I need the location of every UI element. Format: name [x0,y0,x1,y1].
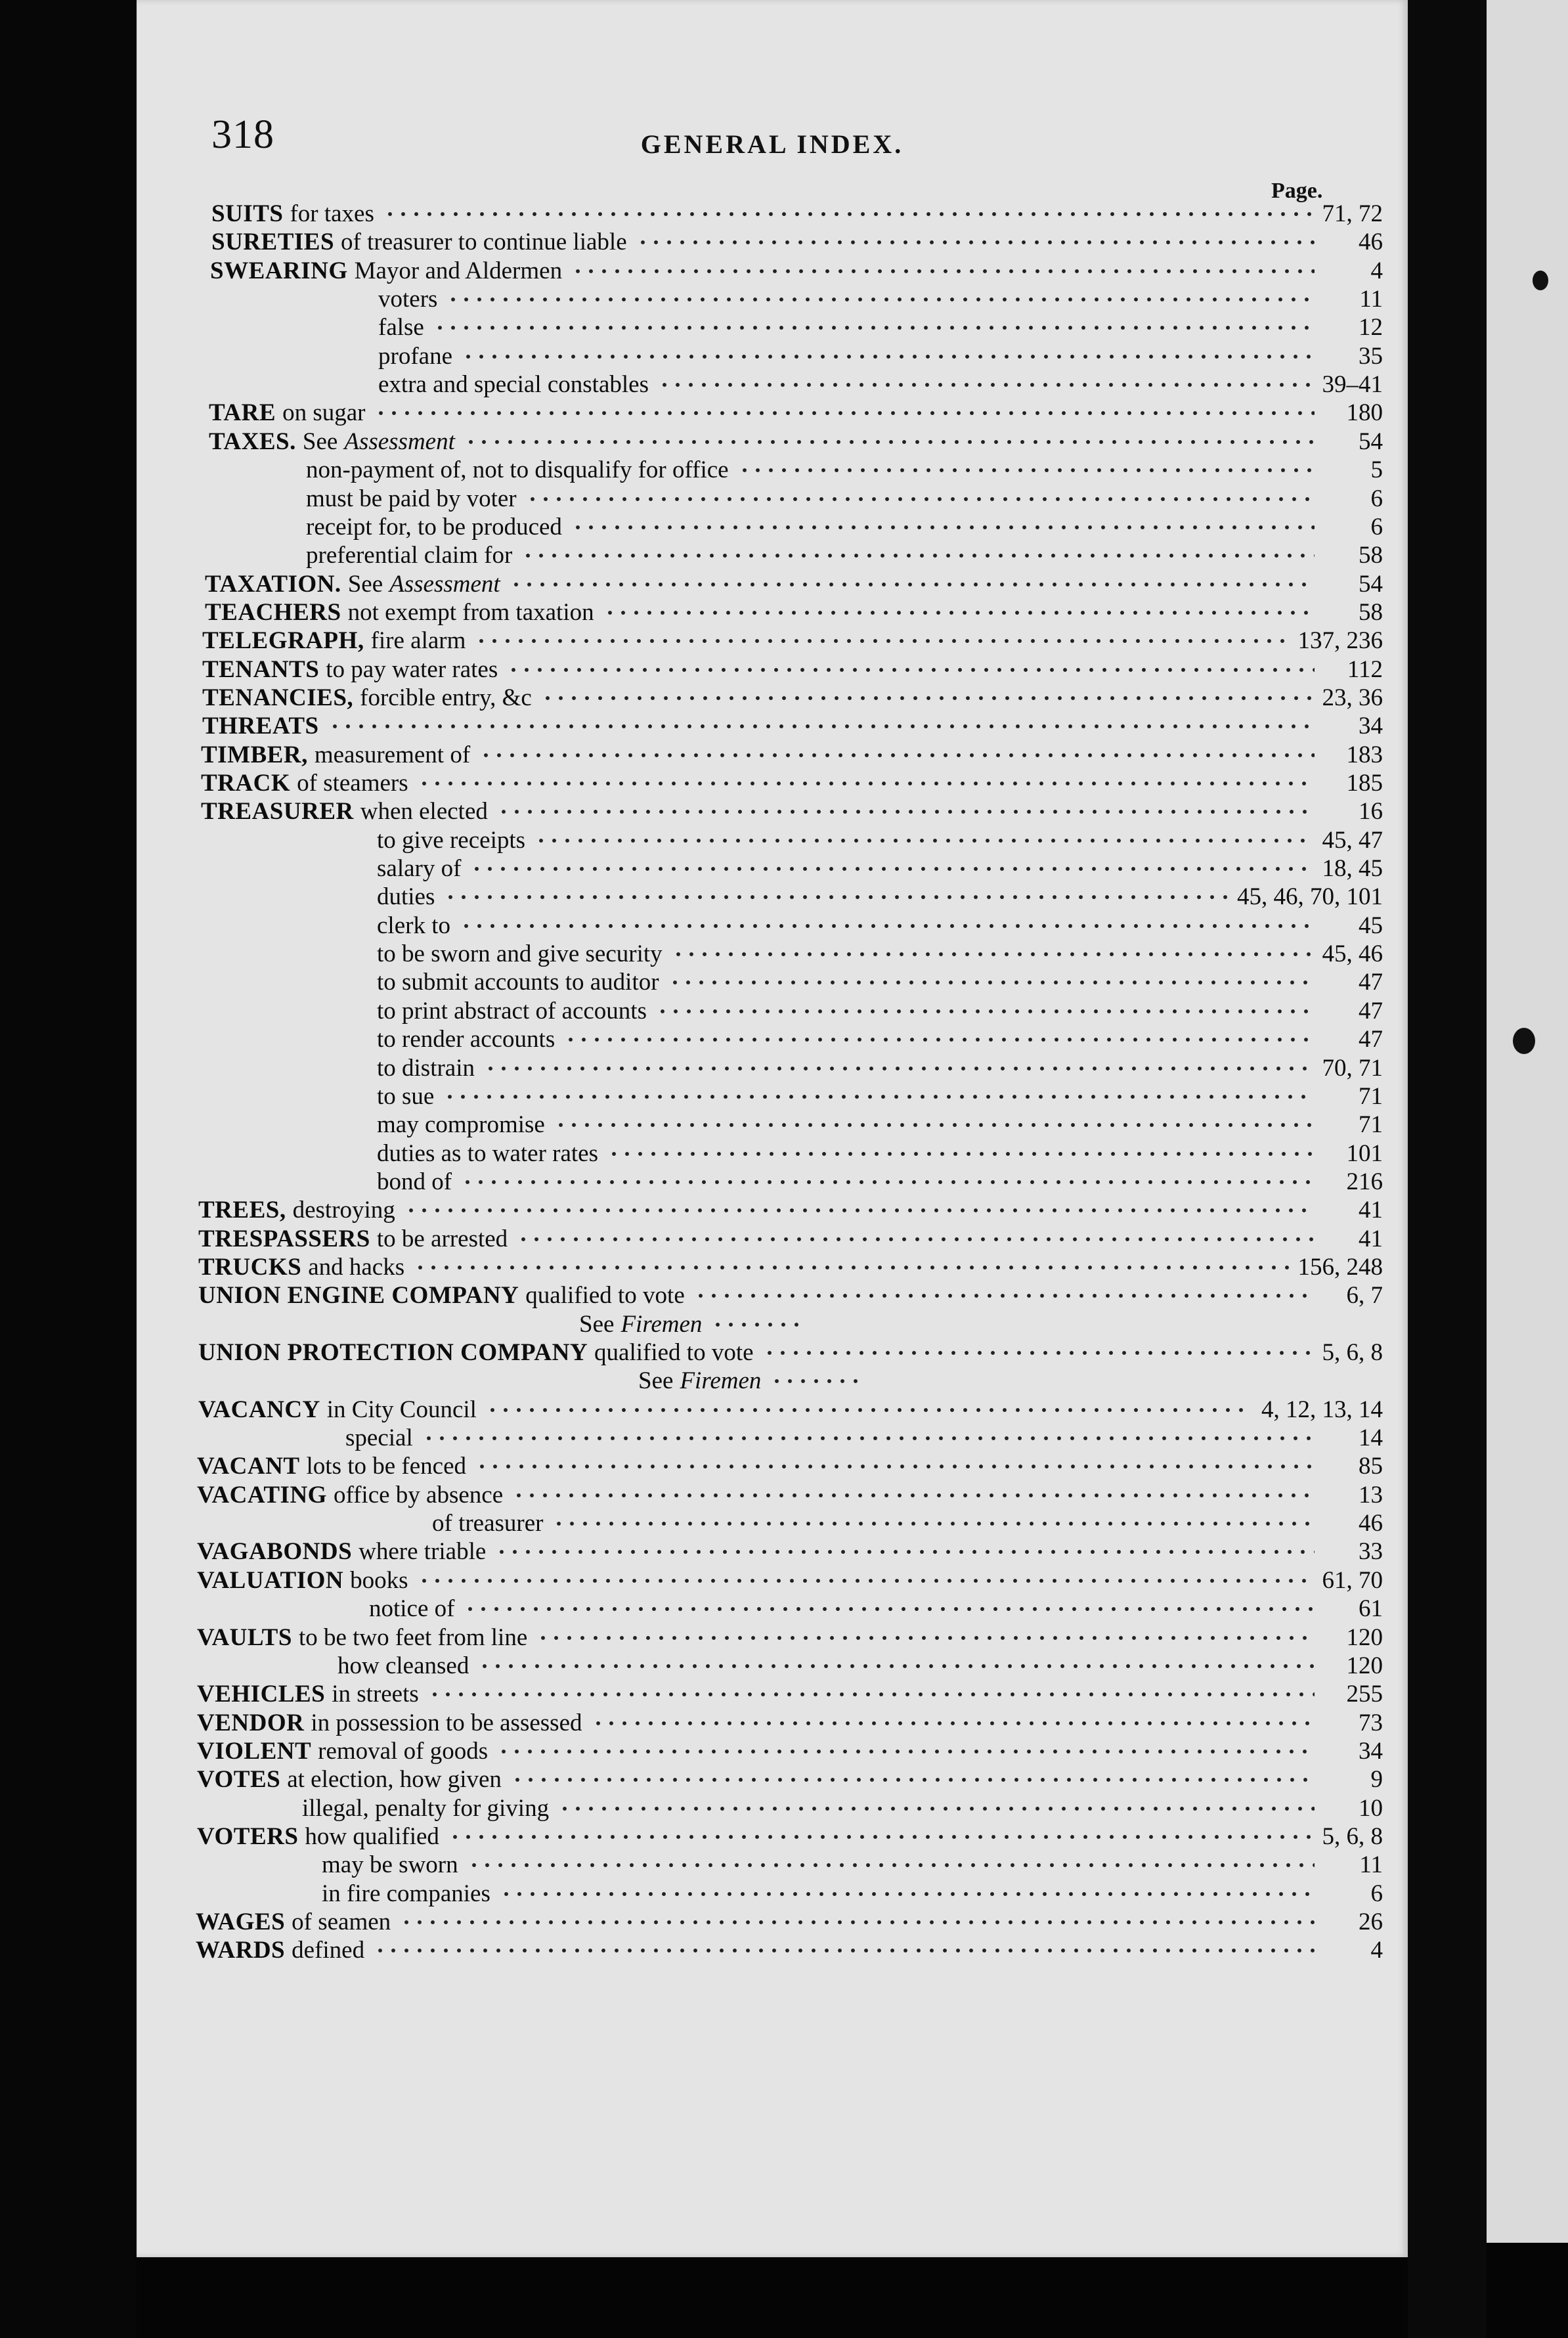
page-reference: 14 [1359,1424,1383,1451]
index-entry [198,1253,1383,1282]
leader-dots [738,468,1315,473]
page-reference: 11 [1359,286,1383,313]
entry-text: clerk to [377,912,450,939]
index-entry [197,1623,1383,1652]
entry-text: how cleansed [338,1652,469,1679]
entry-heading: VENDOR [197,1709,305,1736]
leader-dots [400,1920,1315,1925]
page-reference: 45 [1359,912,1383,939]
page-reference: 185 [1346,770,1383,797]
page-number: 318 [211,112,274,157]
leader-dots [470,866,1313,871]
index-entry [201,769,1383,798]
page-reference: 11 [1359,1851,1383,1878]
index-entry [378,285,1383,314]
entry-heading: TENANTS [202,656,320,683]
entry-text: non-payment of, not to disqualify for office [306,456,729,483]
leader-dots [521,553,1315,558]
page-reference: 120 [1346,1652,1383,1679]
ink-mark [1533,271,1548,290]
index-entry [369,1595,1383,1623]
entry-heading: VOTES [197,1766,281,1793]
adjacent-page-edge [1487,0,1568,2243]
leader-dots [460,923,1315,929]
entry-text: must be paid by voter [306,485,517,512]
leader-dots [763,1350,1313,1356]
entry-text: may be sworn [322,1851,458,1878]
page-reference: 18, 45 [1322,855,1383,882]
scan-gutter [1408,0,1487,2338]
index-entry [338,1652,1383,1681]
index-entry [377,940,1383,969]
leader-dots [464,439,1315,445]
entry-text: receipt for, to be produced [306,514,562,540]
entry-heading: WARDS [196,1937,286,1964]
index-entry [202,627,1383,655]
scan-left-border [0,0,137,2338]
page-reference: 112 [1347,656,1383,683]
leader-dots [414,1265,1288,1270]
page-reference: 41 [1359,1225,1383,1252]
entry-text: lots to be fenced [306,1453,467,1480]
entry-text: in City Council [326,1396,477,1423]
page-reference: 34 [1359,713,1383,739]
leader-dots [510,582,1315,587]
leader-dots [468,1863,1315,1868]
index-entry [202,684,1383,713]
entry-heading: VACATING [197,1482,327,1509]
index-entry [197,1822,1383,1851]
index-entry [198,1396,1383,1424]
page-reference: 26 [1359,1908,1383,1935]
entry-text: qualified to vote [594,1339,754,1366]
entry-text: removal of goods [318,1738,489,1765]
page-reference: 73 [1359,1709,1383,1736]
page-reference: 58 [1359,599,1383,626]
entry-text: to sue [377,1083,435,1110]
entry-heading: TRACK [201,770,291,797]
entry-text: profane [378,343,452,370]
leader-dots [554,1122,1315,1128]
leader-dots [500,1891,1315,1897]
index-entry [201,797,1383,826]
entry-heading: TARE [209,399,276,426]
entry-heading: THREATS [202,713,319,739]
entry-text: special [345,1424,413,1451]
page-reference: 54 [1359,428,1383,455]
page-reference: 45, 47 [1322,827,1383,854]
index-entry [579,1310,871,1339]
page-column-label: Page. [1271,179,1323,203]
index-entry [638,1367,930,1396]
entry-text: false [378,314,424,341]
entry-text: to give receipts [377,827,526,854]
leader-dots [446,297,1315,302]
entry-heading: TREASURER [201,798,354,825]
index-entry [377,1082,1383,1111]
page-reference: 4 [1370,1937,1383,1964]
entry-text: in fire companies [322,1880,490,1907]
ink-mark [1513,1028,1535,1054]
page-reference: 41 [1359,1197,1383,1224]
entry-heading: VEHICLES [197,1681,326,1708]
leader-dots [443,1094,1315,1099]
leader-dots [658,382,1313,387]
leader-dots [374,1948,1315,1953]
page-reference: 71, 72 [1322,200,1383,227]
entry-heading: TAXATION. [205,571,341,598]
entry-text: Mayor and Aldermen [354,257,563,284]
entry-text: of treasurer to continue liable [341,229,627,255]
entry-text: preferential claim for [306,542,513,569]
index-entry [377,854,1383,883]
index-entry [306,541,1383,570]
leader-dots [462,354,1315,359]
leader-dots [558,1806,1315,1811]
entry-heading: VOTERS [197,1823,299,1850]
entry-text: bond of [377,1168,452,1195]
page-reference: 58 [1359,542,1383,569]
entry-heading: VIOLENT [197,1738,312,1765]
page-reference: 10 [1359,1795,1383,1822]
page-reference: 6 [1370,1880,1383,1907]
index-entry [202,712,1383,741]
leader-dots [497,1749,1315,1754]
index-entry [202,655,1383,684]
page-reference: 183 [1346,741,1383,768]
entry-text: to pay water rates [326,656,498,683]
entry-text: of steamers [297,770,408,797]
entry-text: See [579,1311,615,1338]
index-entry [377,1139,1383,1168]
index-entry [209,428,1383,456]
page-reference: 71 [1359,1111,1383,1138]
index-entry [377,826,1383,855]
index-entry [197,1709,1383,1738]
index-entry [302,1794,1383,1823]
entry-text: duties as to water rates [377,1140,598,1167]
entry-text: in possession to be assessed [311,1709,582,1736]
page-reference: 34 [1359,1738,1383,1765]
entry-text: to render accounts [377,1026,555,1053]
page-reference: 16 [1359,798,1383,825]
page-reference: 39–41 [1322,371,1383,398]
index-entry [377,883,1383,912]
entry-text: See [347,571,383,598]
cross-reference: Assessment [344,428,455,455]
page-reference: 12 [1359,314,1383,341]
leader-dots [422,1436,1315,1441]
index-entry [196,1936,1383,1965]
entry-heading: UNION PROTECTION COMPANY [198,1339,588,1366]
leader-dots [478,1664,1315,1669]
page-reference: 216 [1346,1168,1383,1195]
leader-dots [404,1208,1315,1213]
entry-text: measurement of [314,741,471,768]
entry-text: books [350,1567,408,1594]
leader-dots [636,240,1315,245]
index-entry [377,1168,1383,1197]
index-entry [377,1054,1383,1083]
entry-text: of treasurer [432,1510,544,1537]
entry-heading: SWEARING [210,257,348,284]
page-reference: 47 [1359,969,1383,996]
index-entry [209,399,1383,428]
leader-dots [656,1009,1315,1014]
index-entry [306,513,1383,542]
leader-dots [428,1692,1315,1697]
page-reference: 6, 7 [1346,1282,1383,1309]
index-entry [196,1908,1383,1937]
entry-heading: VACANT [197,1453,300,1480]
entry-text: extra and special constables [378,371,649,398]
index-entry [378,342,1383,371]
index-entry [197,1452,1383,1481]
index-entry [377,968,1383,997]
leader-dots [603,610,1315,615]
leader-dots [536,1635,1315,1641]
leader-dots [479,753,1315,758]
leader-dots [374,410,1315,416]
index-entry [377,912,1383,940]
entry-text: fire alarm [370,627,466,654]
page-reference: 46 [1359,1510,1383,1537]
index-entry [197,1737,1383,1766]
leader-dots [418,1578,1313,1583]
page-reference: 137, 236 [1297,627,1383,654]
index-entry [198,1225,1383,1254]
index-entry [198,1196,1383,1225]
page-reference: 61 [1359,1595,1383,1622]
leader-dots [433,325,1315,330]
entry-heading: UNION ENGINE COMPANY [198,1282,519,1309]
cross-reference: Firemen [680,1367,762,1394]
entry-text: may compromise [377,1111,545,1138]
leader-dots [571,525,1315,530]
leader-dots [464,1606,1315,1612]
index-entry [205,570,1383,599]
page-reference: 180 [1346,399,1383,426]
page-reference: 47 [1359,1026,1383,1053]
leader-dots [495,1549,1315,1555]
entry-text: qualified to vote [525,1282,685,1309]
page-reference: 33 [1359,1538,1383,1565]
page-reference: 13 [1359,1482,1383,1509]
page-reference: 70, 71 [1322,1055,1383,1082]
index-entry [198,1338,1383,1367]
page-reference: 255 [1346,1681,1383,1708]
leader-dots [475,1464,1315,1469]
page-reference: 45, 46 [1322,940,1383,967]
entry-heading: VAGABONDS [197,1538,353,1565]
entry-text: notice of [369,1595,455,1622]
entry-text: not exempt from taxation [347,599,594,626]
leader-dots [526,496,1315,502]
page-reference: 85 [1359,1453,1383,1480]
page-reference: 5, 6, 8 [1322,1339,1383,1366]
index-entry [197,1680,1383,1709]
entry-text: to be two feet from line [298,1624,528,1651]
entry-heading: WAGES [196,1908,286,1935]
page-reference: 71 [1359,1083,1383,1110]
entry-heading: VAULTS [197,1624,292,1651]
entry-heading: TREES, [198,1197,286,1224]
index-entry [198,1281,1383,1310]
entry-text: to be sworn and give security [377,940,663,967]
entry-text: on sugar [282,399,366,426]
index-entry [306,485,1383,514]
entry-text: in streets [332,1681,419,1708]
entry-text: to submit accounts to auditor [377,969,659,996]
entry-text: destroying [292,1197,395,1224]
index-entry [205,598,1383,627]
leader-dots [607,1151,1315,1157]
index-entry [345,1424,1383,1453]
index-entry [211,200,1383,229]
entry-text: how qualified [305,1823,439,1850]
index-entry [322,1851,1383,1880]
leader-dots [711,1322,803,1327]
entry-heading: TIMBER, [201,741,308,768]
entry-heading: VALUATION [197,1567,344,1594]
running-head: GENERAL INDEX. [640,129,904,159]
page-reference: 5, 6, 8 [1322,1823,1383,1850]
entry-heading: SUITS [211,200,284,227]
index-entry [210,257,1383,286]
entry-text: defined [292,1937,365,1964]
entry-heading: TENANCIES, [202,684,354,711]
page-reference: 45, 46, 70, 101 [1237,883,1383,910]
entry-heading: VACANCY [198,1396,320,1423]
leader-dots [512,1493,1315,1498]
index-entry [211,228,1383,257]
leader-dots [475,638,1288,644]
entry-text: to distrain [377,1055,475,1082]
index-entry [306,456,1383,485]
index-entry [377,997,1383,1026]
entry-text: voters [378,286,438,313]
index-entry [377,1025,1383,1054]
entry-text: duties [377,883,435,910]
index-entry [197,1537,1383,1566]
entry-text: to be arrested [376,1225,508,1252]
leader-dots [668,980,1315,985]
leader-dots [564,1037,1315,1042]
page-reference: 5 [1370,456,1383,483]
leader-dots [517,1237,1315,1242]
entry-text: to print abstract of accounts [377,998,647,1025]
leader-dots [497,809,1315,814]
page-reference: 61, 70 [1322,1567,1383,1594]
index-entry [432,1509,1383,1538]
page-reference: 35 [1359,343,1383,370]
page-reference: 120 [1346,1624,1383,1651]
page-reference: 101 [1346,1140,1383,1167]
index-entry [378,313,1383,342]
page-reference: 23, 36 [1322,684,1383,711]
cross-reference: Firemen [621,1311,703,1338]
leader-dots [541,695,1313,701]
page-reference: 6 [1370,514,1383,540]
leader-dots [328,724,1315,729]
index-entry [322,1880,1383,1908]
leader-dots [511,1777,1315,1782]
entry-text: See [302,428,338,455]
page-reference: 4, 12, 13, 14 [1261,1396,1383,1423]
leader-dots [418,781,1315,786]
page-reference: 156, 248 [1297,1254,1383,1281]
cross-reference: Assessment [389,571,500,598]
leader-dots [552,1521,1315,1526]
entry-text: for taxes [290,200,374,227]
entry-text: See [638,1367,674,1394]
index-entry [378,370,1383,399]
entry-text: at election, how given [287,1766,502,1793]
page-reference: 9 [1370,1766,1383,1793]
leader-dots [383,211,1313,217]
entry-heading: TELEGRAPH, [202,627,364,654]
leader-dots [571,269,1315,274]
entry-heading: TRESPASSERS [198,1225,370,1252]
index-entry [197,1765,1383,1794]
entry-text: of seamen [292,1908,391,1935]
leader-dots [486,1407,1252,1413]
index-entry [201,741,1383,770]
leader-dots [444,894,1228,900]
index-entry [197,1481,1383,1510]
entry-text: where triable [359,1538,487,1565]
leader-dots [448,1834,1313,1840]
leader-dots [461,1180,1315,1185]
entry-text: salary of [377,855,462,882]
leader-dots [534,838,1313,843]
leader-dots [484,1066,1313,1071]
entry-heading: SURETIES [211,229,335,255]
page-reference: 6 [1370,485,1383,512]
page-reference: 4 [1370,257,1383,284]
entry-text: when elected [360,798,488,825]
index-entry [197,1566,1383,1595]
leader-dots [770,1379,862,1384]
page-reference: 47 [1359,998,1383,1025]
entry-heading: TAXES. [209,428,296,455]
leader-dots [592,1721,1315,1726]
book-page [137,0,1408,2257]
entry-text: and hacks [308,1254,405,1281]
entry-text: illegal, penalty for giving [302,1795,550,1822]
entry-heading: TEACHERS [205,599,341,626]
entry-text: office by absence [333,1482,504,1509]
leader-dots [694,1293,1315,1298]
entry-heading: TRUCKS [198,1254,302,1281]
page-reference: 46 [1359,229,1383,255]
entry-text: forcible entry, &c [360,684,532,711]
index-entry [377,1111,1383,1139]
leader-dots [507,667,1315,673]
page-reference: 54 [1359,571,1383,598]
leader-dots [672,952,1313,957]
